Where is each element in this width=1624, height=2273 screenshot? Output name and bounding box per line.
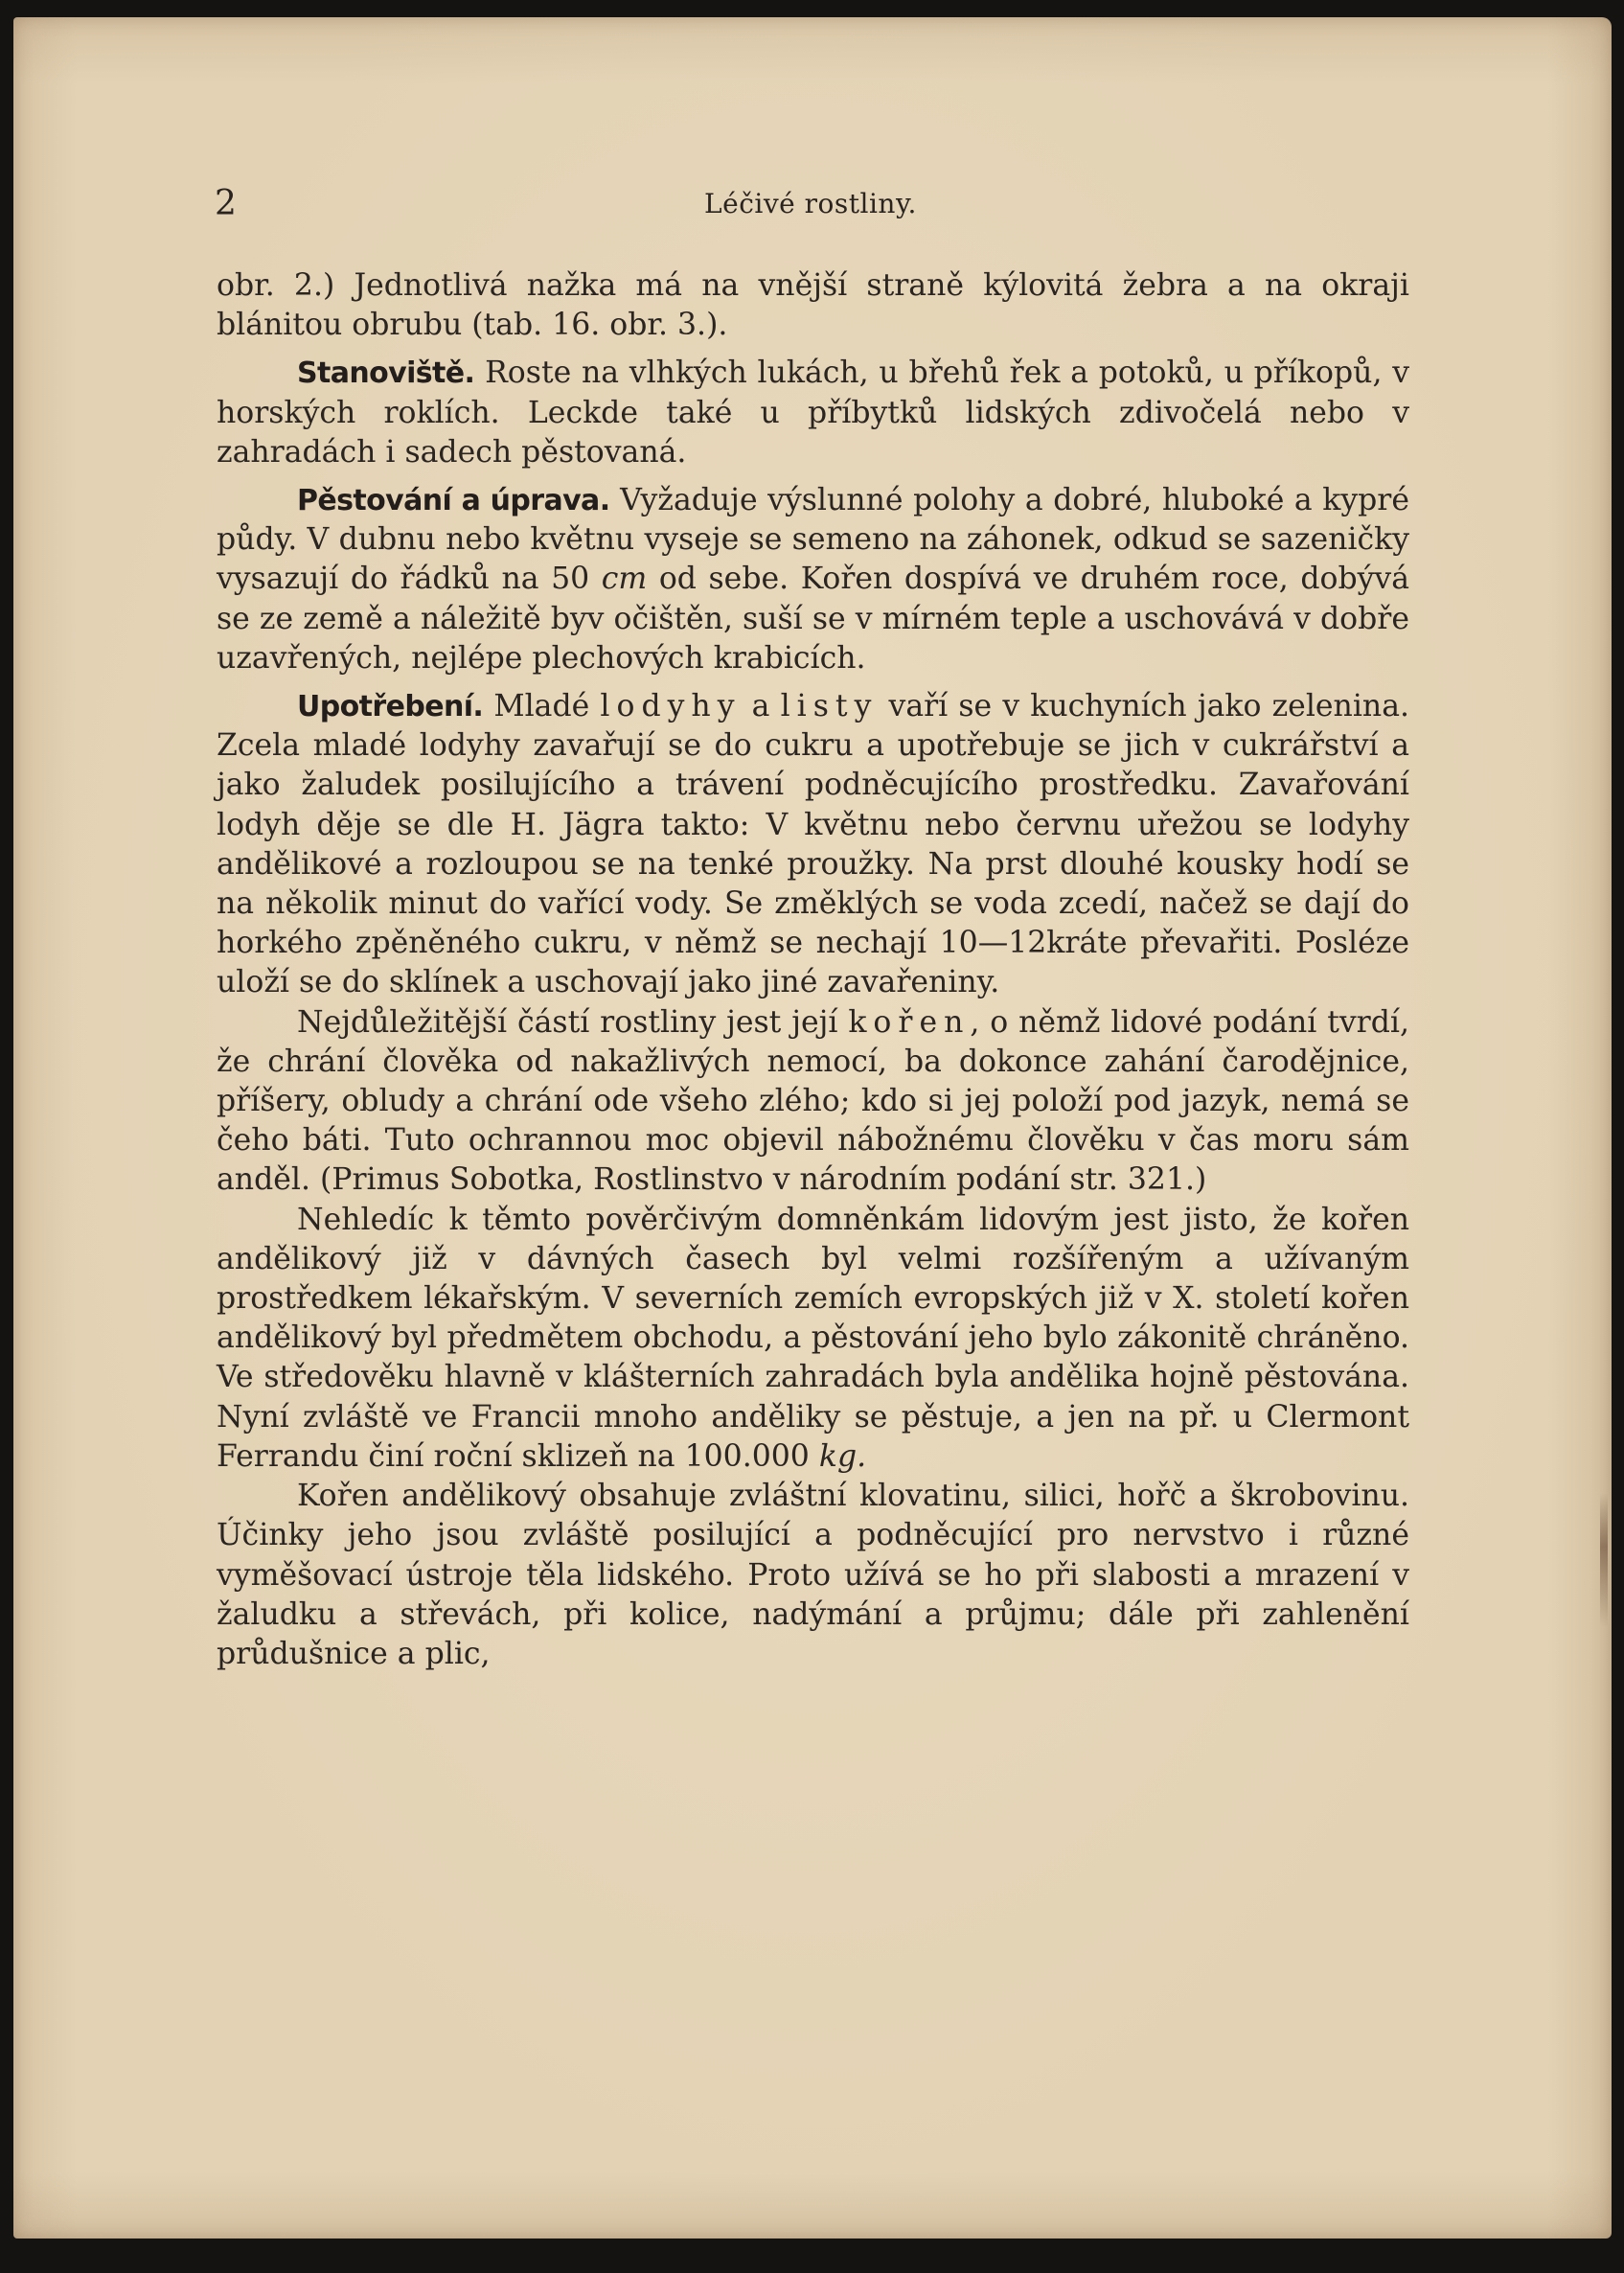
paragraph-root-folklore (217, 1003, 1409, 1201)
paragraph-text: Nejdůležitější částí rostliny jest její (297, 1004, 849, 1040)
page-edge-stain (1600, 1493, 1608, 1627)
page-number: 2 (215, 184, 237, 223)
unit-italic: kg. (818, 1438, 867, 1474)
spaced-term: listy (780, 689, 879, 724)
paragraph-text: vaří se v kuchyních jako zelenina. Zcela mladé lodyhy zavařují se do cukru a upotřebuje se jich v cukrářství a jako žaludek posilujícího a trávení podněcujícího prostředku. Zavařování lodyh děje se dle H. Jägra takto: V květnu nebo červnu uřežou se lodyhy andělikové a rozloupou se na tenké proužky. Na prst dlouhé kousky hodí se na několik minut do vařící vody. Se změklých se voda zcedí, načež se dají do horkého zpěněného cukru, v němž se nechají 10—12kráte převařiti. Posléze uloží se do sklínek a uschovají jako jiné zavařeniny. (217, 689, 1409, 1000)
paragraph-text: Mladé (483, 689, 601, 724)
body-text (217, 266, 1409, 1674)
paragraph-habitat (217, 354, 1409, 472)
paragraph-continuation: obr. 2.) Jednotlivá nažka má na vnější straně kýlovitá žebra a na okraji blánitou obrubu (tab. 16. obr. 3.). (217, 268, 1409, 343)
paragraph-usage (217, 687, 1409, 1003)
paragraph-text: Roste na vlhkých lukách, u břehů řek a potoků, u příkopů, v horských roklích. Leckde také u příbytků lidských zdivočelá nebo v zahradách i sadech pěstovaná. (217, 356, 1409, 470)
paragraph-text: Vyžaduje výslunné polohy a dobré, hluboké a kypré půdy. V dubnu nebo květnu vyseje se semeno na záhonek, odkud se sazeničky vysazují do řádků na 50 (217, 483, 1410, 597)
spaced-term: kořen (848, 1004, 971, 1040)
paragraph-history (217, 1201, 1409, 1477)
paragraph-text: , o němž lidové podání tvrdí, že chrání člověka od nakažlivých nemocí, ba dokonce zahání čarodějnice, příšery, obludy a chrání ode všeho zlého; kdo si jej položí pod jazyk, nemá se čeho báti. Tuto ochrannou moc objevil nábožnému člověku v čas moru sám anděl. (Primus Sobotka, Rostlinstvo v národním podání str. 321.) (217, 1004, 1409, 1198)
subheading-habitat: Stanoviště. (297, 356, 475, 391)
subheading-cultivation: Pěstování a úprava. (297, 484, 610, 518)
paragraph-composition: Kořen andělikový obsahuje zvláštní klovatinu, silici, hořč a škrobovinu. Účinky jeho jsou zvláště posilující a podněcující pro nervstvo i různé vyměšovací ústroje těla lidského. Proto užívá se ho při slabosti a mrazení v žaludku a střevách, při kolice, nadýmání a průjmu; dále při zahlenění průdušnice a plic, (217, 1479, 1409, 1671)
subheading-usage: Upotřebení. (297, 690, 484, 724)
page-header (201, 184, 1420, 232)
spaced-term: lodyhy (600, 689, 742, 724)
paragraph-text: od sebe. Kořen dospívá ve druhém roce, dobývá se ze země a náležitě byv očištěn, suší se v mírném teple a uschovává v dobře uzavřených, nejlépe plechových krabicích. (217, 562, 1409, 676)
running-head: Léčivé rostliny. (704, 188, 917, 219)
unit-italic: cm (601, 562, 648, 597)
paragraph-text: a (741, 689, 781, 724)
paragraph-text: Nehledíc k těmto pověrčivým domněnkám lidovým jest jisto, že kořen andělikový již v dávných časech byl velmi rozšířeným a užívaným prostředkem lékařským. V severních zemích evropských již v X. století kořen andělikový byl předmětem obchodu, a pěstování jeho bylo zákonitě chráněno. Ve středověku hlavně v klášterních zahradách byla andělika hojně pěstována. Nyní zvláště ve Francii mnoho anděliky se pěstuje, a jen na př. u Clermont Ferrandu činí roční sklizeň na 100.000 (217, 1202, 1409, 1474)
paragraph-cultivation (217, 481, 1409, 678)
